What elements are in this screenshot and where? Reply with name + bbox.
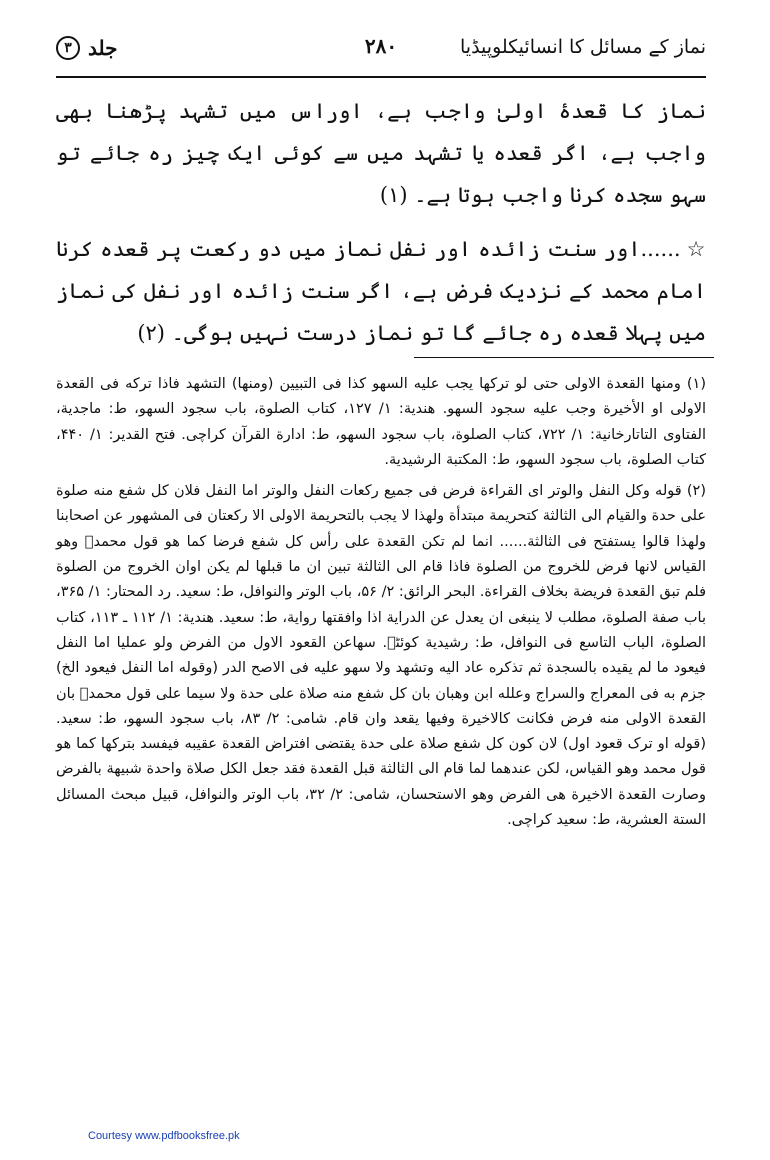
main-paragraph-2 [56, 228, 706, 354]
volume-indicator [56, 36, 117, 60]
courtesy-link[interactable]: Courtesy www.pdfbooksfree.pk [88, 1130, 240, 1142]
main-paragraph-1: نماز کا قعدۂ اولیٰ واجب ہے، اوراس میں تشہد پڑھنا بھی واجب ہے، اگر قعدہ یا تشہد میں سے کوئی ایک چیز رہ جائے تو سہو سجدہ کرنا واجب ہوتا ہے۔ (۱) [56, 99, 706, 207]
volume-label: جلد [88, 36, 118, 60]
page-header [56, 34, 706, 78]
star-icon: ☆ [686, 237, 706, 261]
footnote-separator [414, 357, 714, 358]
footnote-2: (۲) قوله وکل النفل والوتر ای القراءة فرض فی جمیع رکعات النفل والوتر اما النفل فلان کل شفع منه صلوة علی حدة والقیام الی الثالثة کتحریمة مبتدأة ولهذا لا یجب بالتحریمة الاولی الا رکعتان فی المشهور عن اصحابنا ولهذا قالوا یستفتح فی الثالثة...... انما لم تکن القعدة علی رأس کل شفع فرضا کما هو قول محمدؒ وهو القیاس لانها فرض للخروج من الصلوة فاذا قام الی الثالثة تبین ان ما قبلها لم یکن اوان الخروج من الصلوة فلم تبق القعدة فریضة بخلاف القراءة. البحر الرائق: ۲/ ۵۶، باب الوتر والنوافل، ط: سعید. رد المحتار: ۱/ ۳۶۵، باب صفة الصلوة، مطلب لا ینبغی ان یعدل عن الدرایة اذا وافقتها روایة، ط: سعید. هندیة: ۱/ ۱۱۲ ـ ۱۱۳، کتاب الصلوة، الباب التاسع فی النوافل، ط: رشیدیة کوئٹہ. سهاعن القعود الاول من الفرض ولو عملیا اما النفل فیعود ما لم یقیده بالسجدة ثم تذکره عاد الیه وتشهد ولا سهو علیه فی الاصح الدر (وقوله اما النفل فیعود الخ) جزم به فی المعراج والسراج وعلله ابن وهبان بان کل شفع منه صلاة علی حدة ولا سیما علی قول محمدؒ بان القعدة الاولی منه فرض فکانت کالاخیرة وفیها یقعد وان قام. شامی: ۲/ ۸۳، باب سجود السهو، ط: سعید. (قوله او ترک قعود اول) لان کون کل شفع صلاة علی حدة یقتضی افتراض القعدة عقیبه فیفسد بترکها کما هو قول محمد وهو القیاس، لکن عندهما لما قام الی الثالثة قبل القعدة فقد جعل الکل صلاة واحدة شبیهة بالفرض وصارت القعدة الاخیرة هی الفرض وهو الاستحسان، شامی: ۲/ ۳۲، باب الوتر والنوافل، قبیل مبحث المسائل الستة العشریة، ط: سعید کراچی. [56, 483, 707, 829]
footnote-1: (۱) ومنها القعدة الاولى حتى لو ترکها یجب علیه السهو کذا فی التبیین (ومنها) التشهد فاذا ترکه فی القعدة الاولی او الأخیرة وجب علیه سجود السهو. هندیة: ۱/ ۱۲۷، کتاب الصلوة، باب سجود السهو، ط: ماجدیة، الفتاوی التاتارخانیة: ۱/ ۷۲۲، کتاب الصلوة، باب سجود السهو، ط: ادارة القرآن کراچی. فتح القدیر: ۱/ ۴۴۰، کتاب الصلوة، باب سجود السهو، ط: المکتبة الرشیدیة. [56, 376, 707, 468]
main-paragraph-2-text: ......اور سنت زائدہ اور نفل نماز میں دو رکعت پر قعدہ کرنا امام محمد کے نزدیک فرض ہے، اگر سنت زائدہ اور نفل کی نماز میں پہلا قعدہ رہ جائے گا تو نماز درست نہیں ہوگی۔ (۲) [56, 237, 706, 345]
page-number: ۲۸۰ [364, 34, 398, 58]
volume-number-badge: ۳ [56, 36, 80, 60]
header-rule [56, 76, 706, 78]
footnotes [56, 372, 706, 839]
book-title: نماز کے مسائل کا انسائیکلوپیڈیا [460, 36, 706, 58]
main-text [56, 90, 706, 366]
